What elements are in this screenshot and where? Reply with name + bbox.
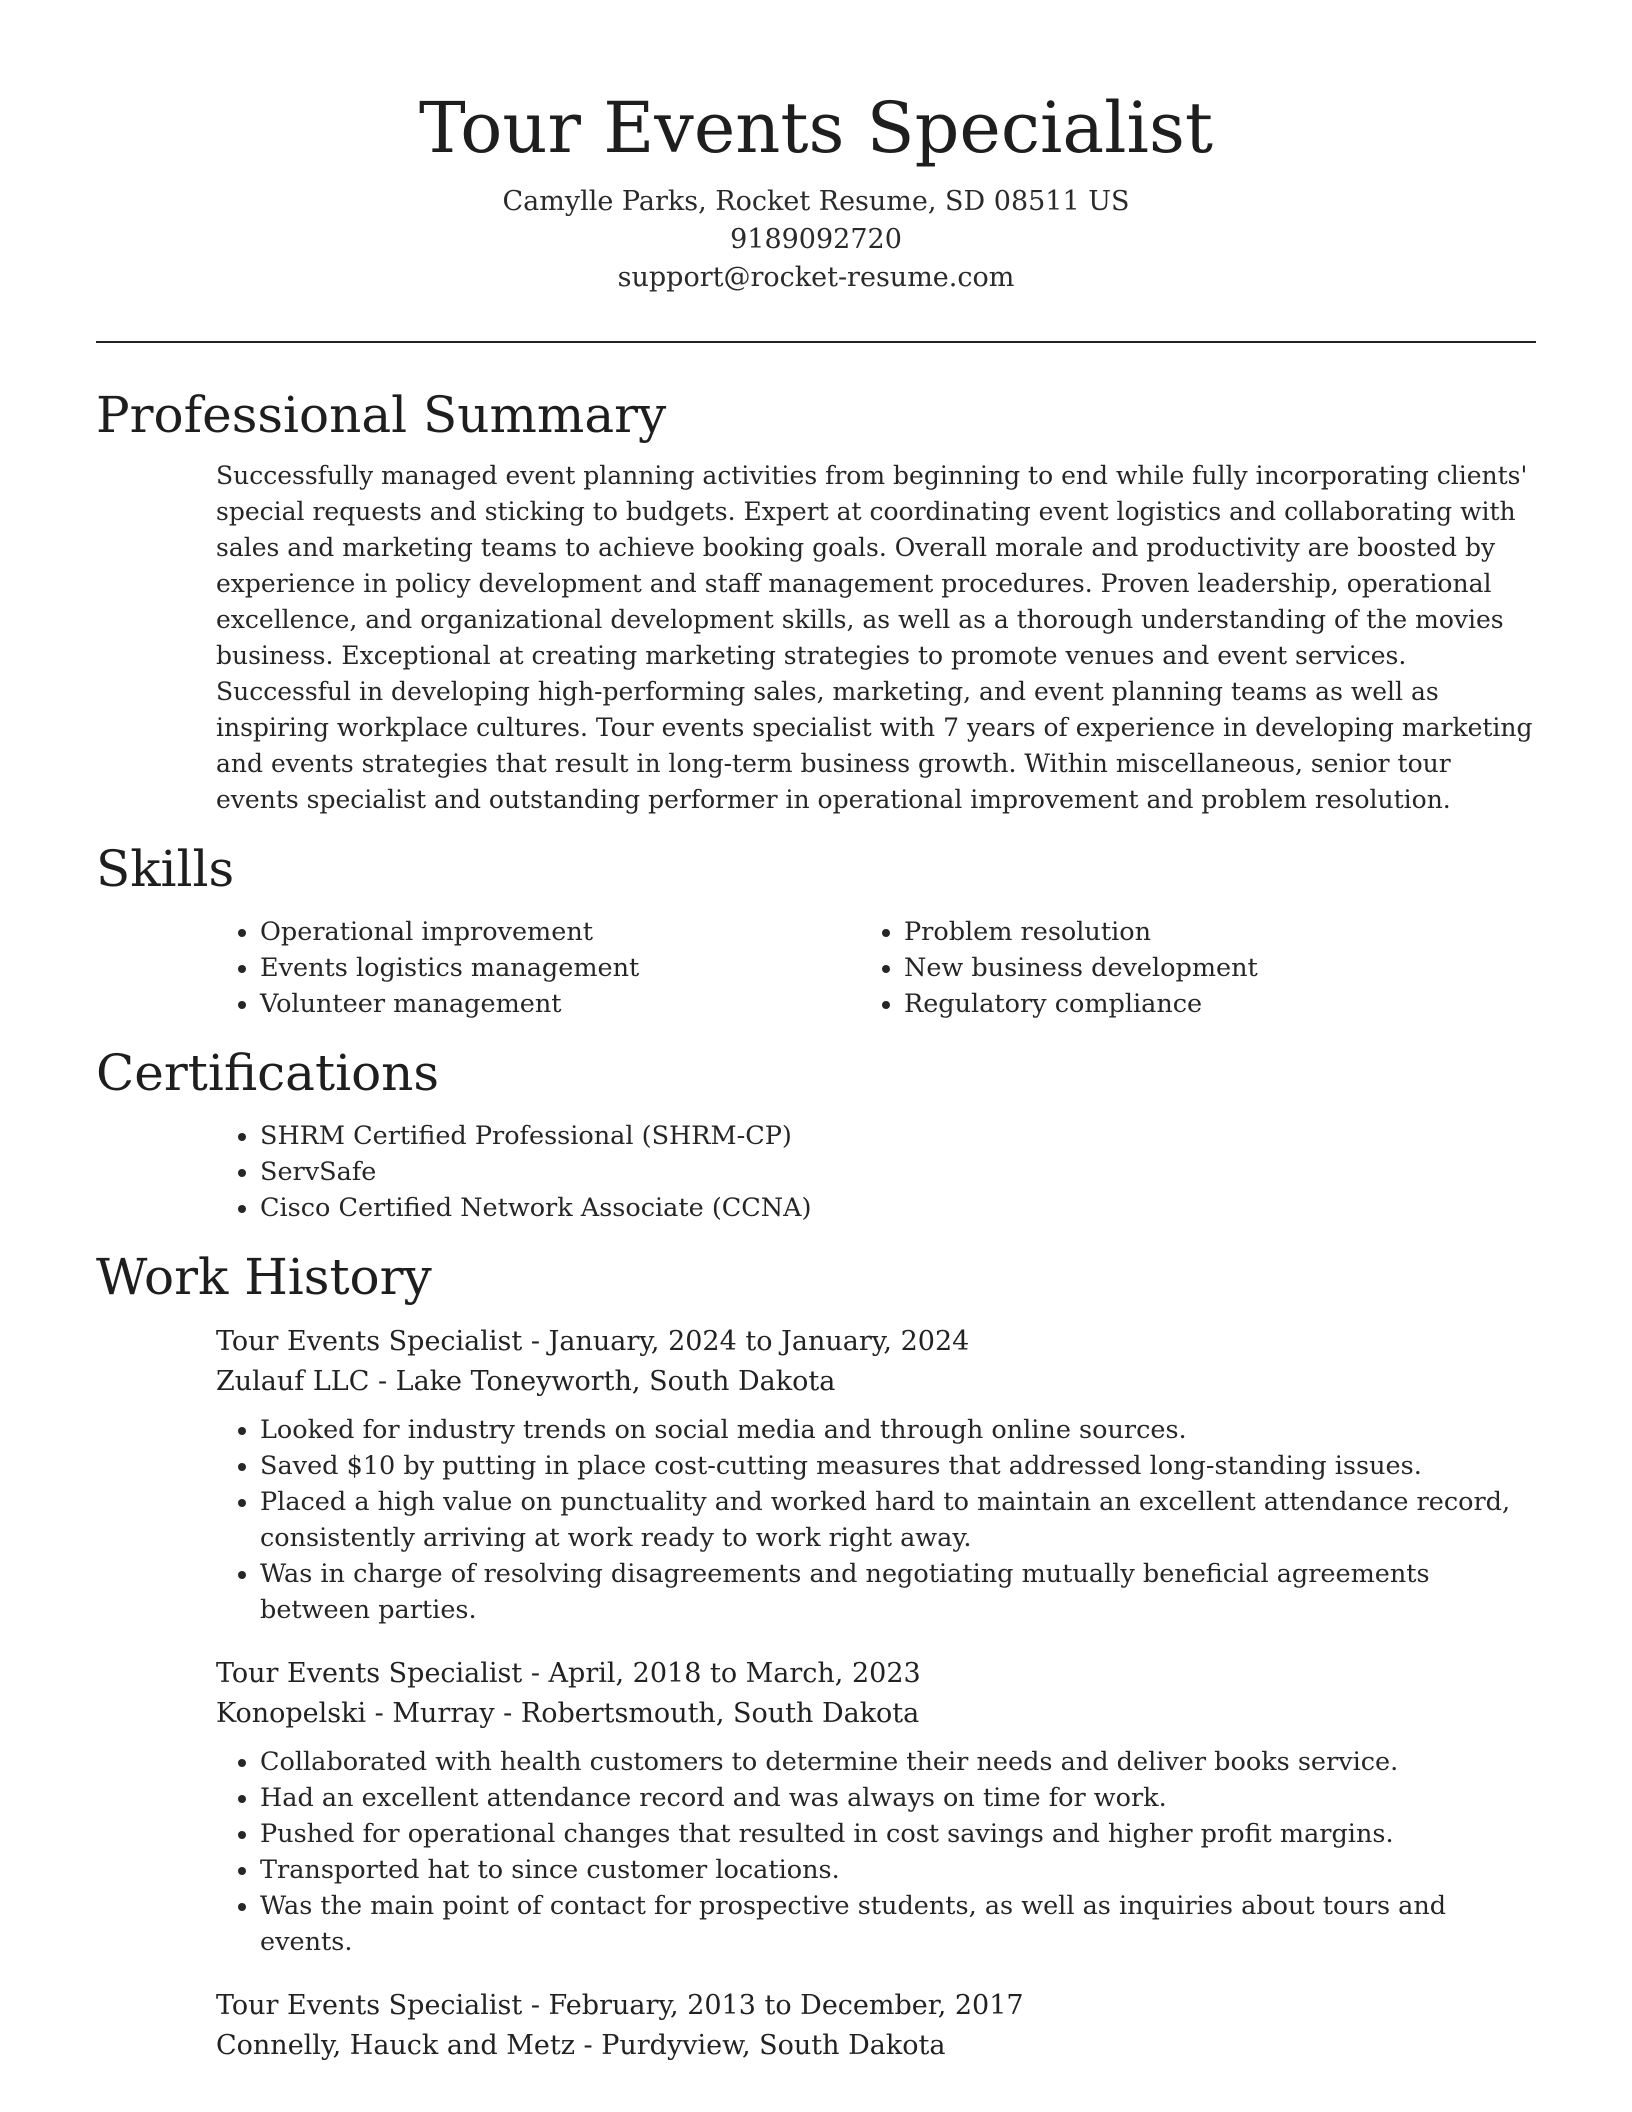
summary-text: Successfully managed event planning activities from beginning to end while fully incorporating clients' special requests and sticking to budgets. Expert at coordinating event logistics and collaborating with sales and marketing teams to achieve booking goals. Overall morale and productivity are boosted by experience in policy development and staff management procedures. Proven leadership, operational excellence, and organizational development skills, as well as a thorough understanding of the movies business. Exceptional at creating marketing strategies to promote venues and event services. Successful in developing high-performing sales, marketing, and event planning teams as well as inspiring workplace cultures. Tour events specialist with 7 years of experience in developing marketing and events strategies that result in long-term business growth. Within miscellaneous, senior tour events specialist and outstanding performer in operational improvement and problem resolution. — [216, 461, 1533, 814]
job-duty: • Transported hat to since customer locations. — [260, 1852, 1536, 1888]
job-title: Tour Events Specialist - January, 2024 to January, 2024 — [216, 1326, 970, 1357]
candidate-title: Tour Events Specialist — [419, 87, 1213, 169]
job-duty: • Placed a high value on punctuality and worked hard to maintain an excellent attendance record, consistently arriving at work ready to work right away. — [260, 1484, 1536, 1556]
skills-list-right — [740, 914, 1384, 1022]
job-company: Connelly, Hauck and Metz - Purdyview, South Dakota — [216, 2030, 946, 2061]
work-history-section — [96, 1242, 1536, 2066]
job-duty: • Had an excellent attendance record and was always on time for work. — [260, 1780, 1536, 1816]
header-divider — [96, 341, 1536, 343]
job-title: Tour Events Specialist - April, 2018 to March, 2023 — [216, 1658, 921, 1689]
job-title: Tour Events Specialist - February, 2013 to December, 2017 — [216, 1990, 1024, 2021]
certifications-section — [96, 1038, 1536, 1226]
job-entry — [216, 1654, 1536, 1960]
job-entry — [216, 1322, 1536, 1628]
skill-item: • Regulatory compliance — [904, 986, 1384, 1022]
job-duty: • Collaborated with health customers to determine their needs and deliver books service. — [260, 1744, 1536, 1780]
contact-address: Camylle Parks, Rocket Resume, SD 08511 US — [502, 186, 1130, 217]
skill-item: • Problem resolution — [904, 914, 1384, 950]
skills-columns — [96, 914, 1536, 1022]
job-entry — [216, 1986, 1536, 2066]
certifications-heading: Certifications — [96, 1044, 440, 1102]
contact-block — [0, 183, 1632, 297]
skill-item: • Events logistics management — [260, 950, 740, 986]
job-duty: • Saved $10 by putting in place cost-cutting measures that addressed long-standing issues. — [260, 1448, 1536, 1484]
summary-section — [96, 380, 1536, 818]
job-duty: • Pushed for operational changes that resulted in cost savings and higher profit margins. — [260, 1816, 1536, 1852]
resume-body — [96, 380, 1536, 2066]
skills-section — [96, 834, 1536, 1022]
job-duty: • Was the main point of contact for prospective students, as well as inquiries about tours and events. — [260, 1888, 1536, 1960]
certification-item: • SHRM Certified Professional (SHRM-CP) — [260, 1118, 1536, 1154]
certification-item: • Cisco Certified Network Associate (CCNA) — [260, 1190, 1536, 1226]
contact-email: support@rocket-resume.com — [617, 262, 1015, 293]
job-duties — [216, 1412, 1536, 1628]
job-duties — [216, 1744, 1536, 1960]
job-duty: • Was in charge of resolving disagreements and negotiating mutually beneficial agreements between parties. — [260, 1556, 1536, 1628]
job-company: Zulauf LLC - Lake Toneyworth, South Dakota — [216, 1366, 836, 1397]
skills-heading: Skills — [96, 840, 235, 898]
contact-phone: 9189092720 — [730, 224, 902, 255]
job-company: Konopelski - Murray - Robertsmouth, South Dakota — [216, 1698, 920, 1729]
skill-item: • New business development — [904, 950, 1384, 986]
certifications-list — [96, 1118, 1536, 1226]
skills-list-left — [96, 914, 740, 1022]
skill-item: • Operational improvement — [260, 914, 740, 950]
job-duty: • Looked for industry trends on social media and through online sources. — [260, 1412, 1536, 1448]
skill-item: • Volunteer management — [260, 986, 740, 1022]
work-history-heading: Work History — [96, 1248, 432, 1306]
certification-item: • ServSafe — [260, 1154, 1536, 1190]
summary-heading: Professional Summary — [96, 386, 667, 444]
resume-header — [0, 82, 1632, 297]
